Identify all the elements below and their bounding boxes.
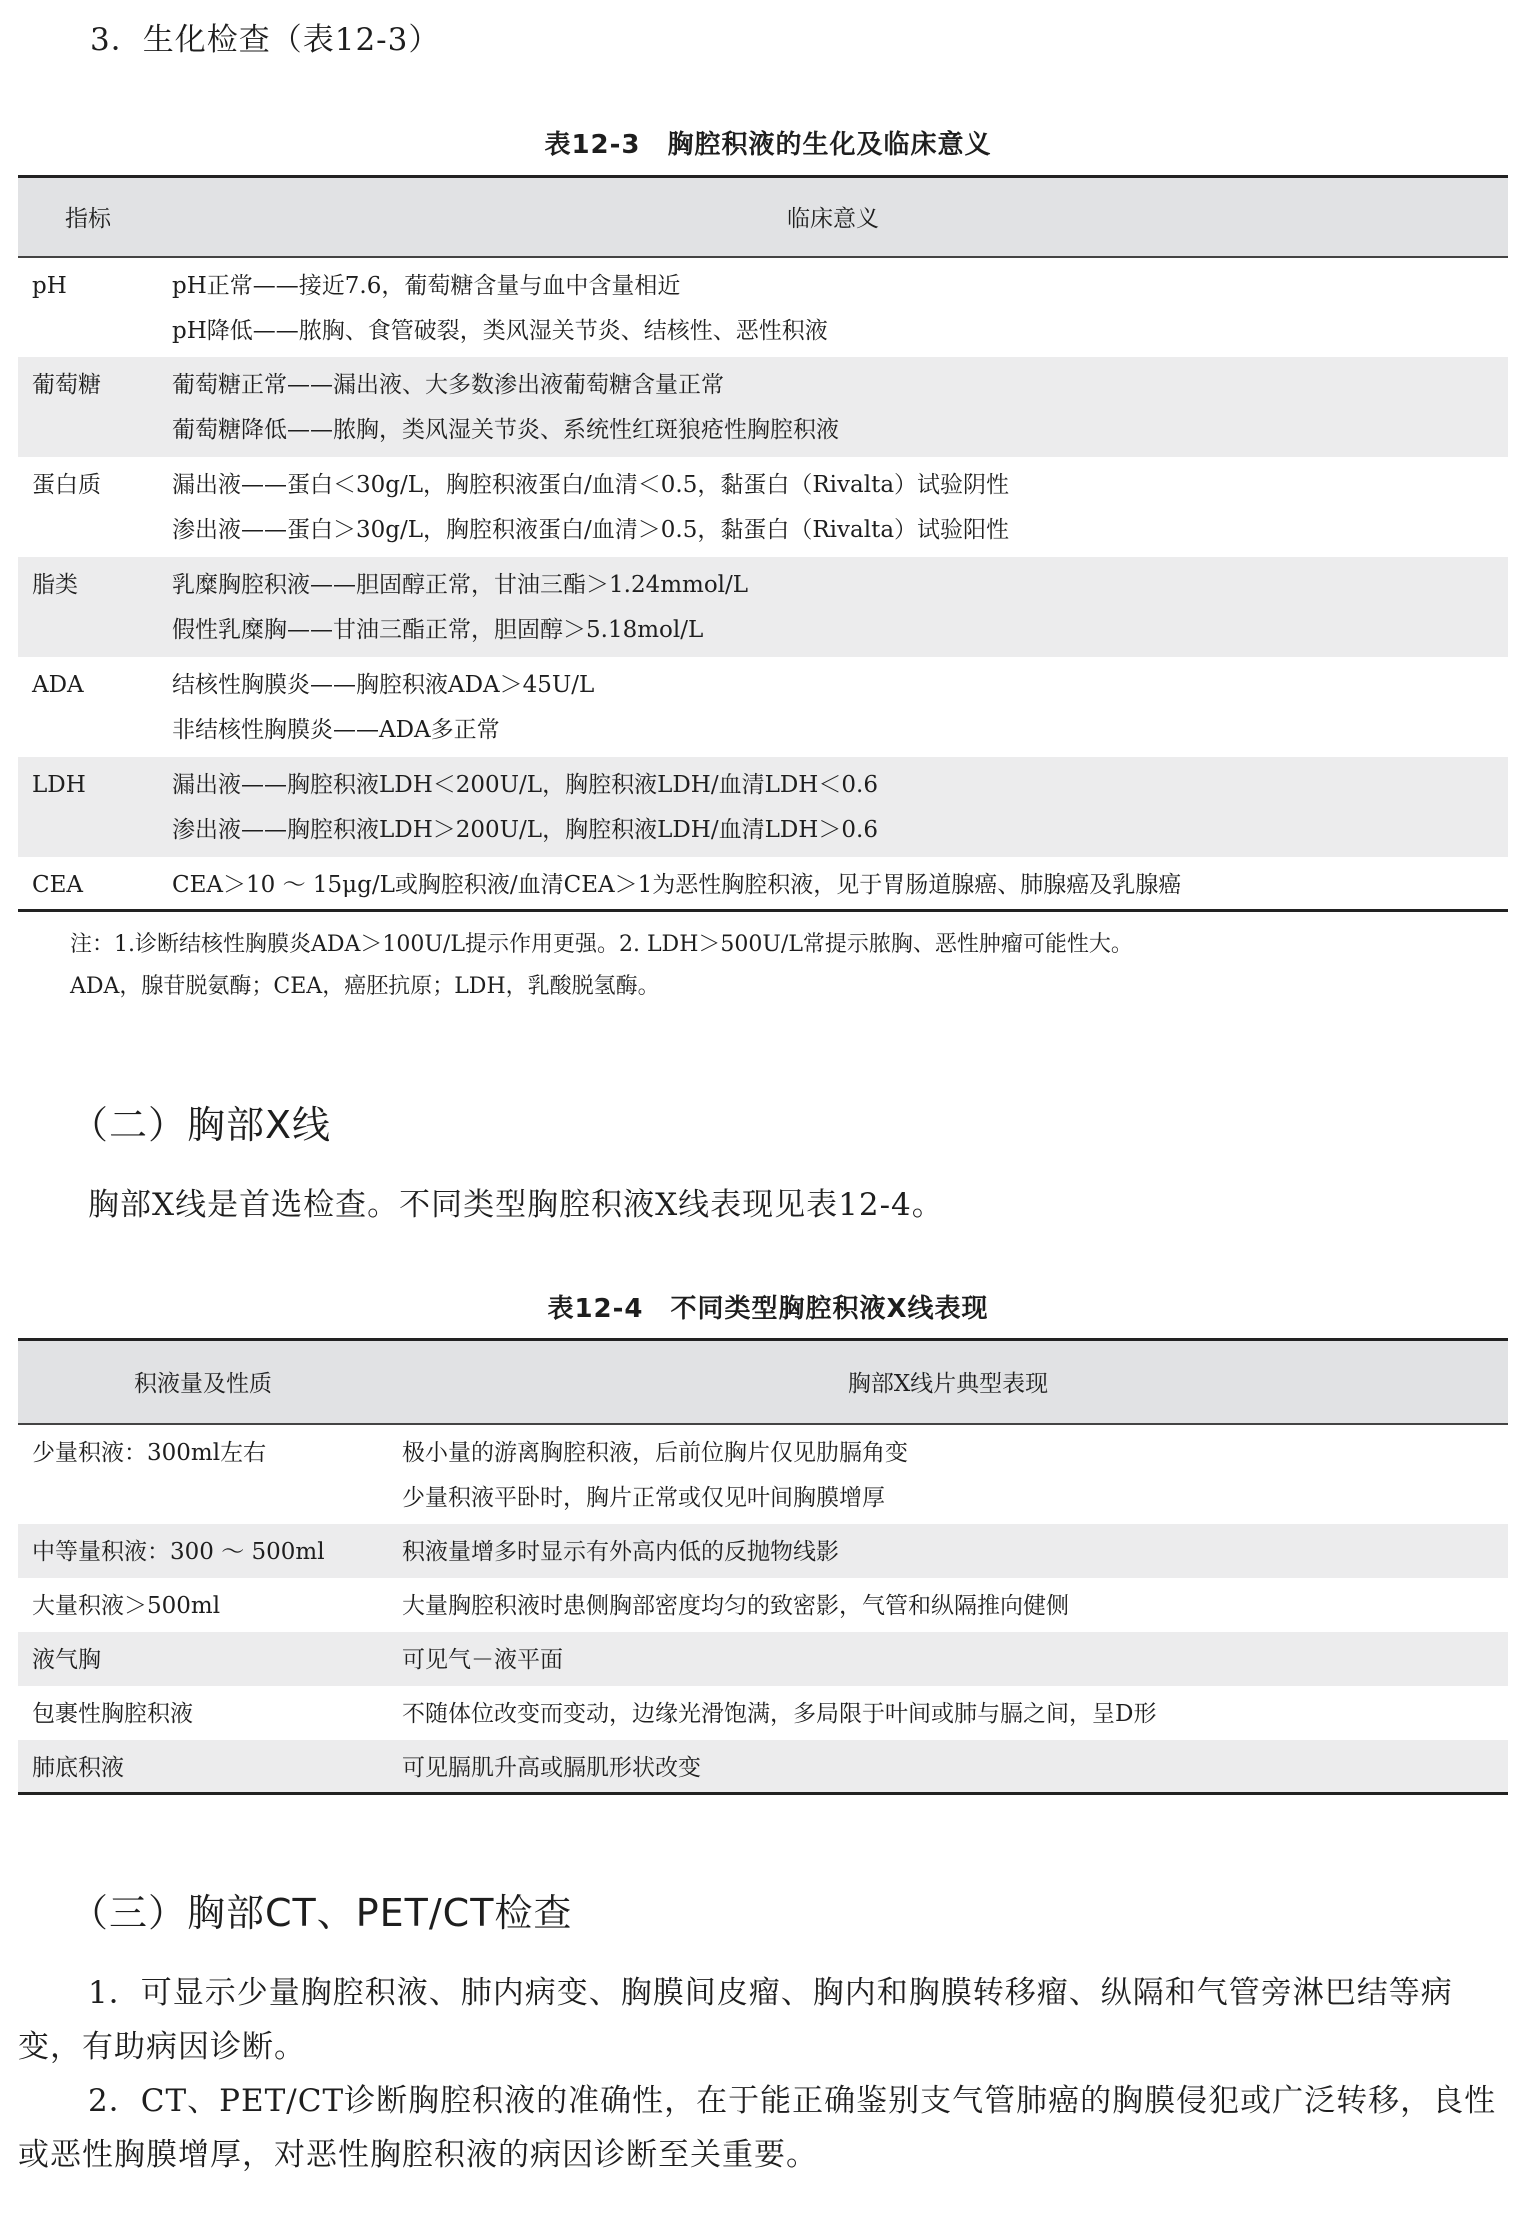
table1-row-content-cell (158, 757, 1508, 857)
header-clinical-significance: 临床意义 (158, 177, 1508, 257)
table-row (18, 357, 1508, 457)
table-row (18, 1686, 1508, 1740)
table-row (18, 757, 1508, 857)
table1-row-label-cell (18, 857, 158, 911)
table1-row-content-cell (158, 557, 1508, 657)
table2-row-label: 中等量积液：300 ～ 500ml (32, 1538, 325, 1565)
table1-row-content-cell (158, 657, 1508, 757)
table1-row-label: LDH (32, 771, 86, 798)
table1-row-label: pH (32, 272, 67, 299)
table1-row-label-cell (18, 257, 158, 357)
table2-row-content-cell (388, 1424, 1508, 1524)
table1-row-label: CEA (32, 871, 83, 898)
table-row (18, 1632, 1508, 1686)
table-row (18, 857, 1508, 911)
header-typical-xray: 胸部X线片典型表现 (388, 1340, 1508, 1424)
table1-row-content-line: 假性乳糜胸——甘油三酯正常，胆固醇＞5.18mol/L (172, 616, 704, 643)
table-row (18, 1424, 1508, 1524)
table-row (18, 557, 1508, 657)
table1-row-content-line: 漏出液——蛋白＜30g/L，胸腔积液蛋白/血清＜0.5，黏蛋白（Rivalta）试验阴性 (172, 471, 1010, 498)
table-row (18, 1524, 1508, 1578)
table1-row-content-line: 非结核性胸膜炎——ADA多正常 (172, 716, 500, 743)
table2-row-content-line: 积液量增多时显示有外高内低的反抛物线影 (402, 1538, 839, 1565)
table1-row-content-line: 葡萄糖正常——漏出液、大多数渗出液葡萄糖含量正常 (172, 371, 724, 398)
table-12-4 (18, 1338, 1508, 1795)
table1-row-content-line: 葡萄糖降低——脓胸，类风湿关节炎、系统性红斑狼疮性胸腔积液 (172, 416, 839, 443)
table2-row-content-cell (388, 1740, 1508, 1794)
table-12-3 (18, 175, 1508, 912)
table2-row-content-line: 可见气－液平面 (402, 1646, 563, 1673)
table-row (18, 657, 1508, 757)
table1-row-content-line: CEA＞10 ～ 15μg/L或胸腔积液/血清CEA＞1为恶性胸腔积液，见于胃肠道腺癌、肺腺癌及乳腺癌 (172, 871, 1182, 898)
table-note-1: 注：1.诊断结核性胸膜炎ADA＞100U/L提示作用更强。2. LDH＞500U/L常提示脓胸、恶性肿瘤可能性大。 (70, 932, 1133, 957)
table1-row-label-cell (18, 657, 158, 757)
table1-row-label-cell (18, 457, 158, 557)
table-12-3-body (18, 257, 1508, 911)
table1-row-label-cell (18, 557, 158, 657)
section-paragraph-ct-2: 2．CT、PET/CT诊断胸腔积液的准确性，在于能正确鉴别支气管肺癌的胸膜侵犯或广泛转移，良性或恶性胸膜增厚，对恶性胸腔积液的病因诊断至关重要。 (18, 2083, 1497, 2173)
table2-row-content-line: 不随体位改变而变动，边缘光滑饱满，多局限于叶间或肺与膈之间，呈D形 (402, 1700, 1157, 1727)
table1-row-content-line: 乳糜胸腔积液——胆固醇正常，甘油三酯＞1.24mmol/L (172, 571, 749, 598)
table1-row-content-cell (158, 857, 1508, 911)
table-row (18, 257, 1508, 357)
table1-row-label: 蛋白质 (32, 471, 101, 498)
table1-row-content-line: pH正常——接近7.6，葡萄糖含量与血中含量相近 (172, 272, 681, 299)
section-heading-ct: （三）胸部CT、PET/CT检查 (70, 1891, 573, 1935)
table-row (18, 1740, 1508, 1794)
table-12-4-body (18, 1424, 1508, 1794)
table1-row-label-cell (18, 357, 158, 457)
table2-row-label-cell (18, 1578, 388, 1632)
table-12-4-caption: 表12-4 不同类型胸腔积液X线表现 (547, 1294, 989, 1324)
table2-row-content-line: 可见膈肌升高或膈肌形状改变 (402, 1754, 701, 1781)
table1-row-content-line: 渗出液——蛋白＞30g/L，胸腔积液蛋白/血清＞0.5，黏蛋白（Rivalta）试验阳性 (172, 516, 1010, 543)
table2-row-content-cell (388, 1686, 1508, 1740)
table-header-row (18, 1340, 1508, 1424)
table1-row-label: 脂类 (32, 571, 78, 598)
header-volume-type: 积液量及性质 (18, 1340, 388, 1424)
table2-row-content-cell (388, 1524, 1508, 1578)
table2-row-content-cell (388, 1578, 1508, 1632)
table1-row-content-line: 结核性胸膜炎——胸腔积液ADA＞45U/L (172, 671, 595, 698)
table-note-2: ADA，腺苷脱氨酶；CEA，癌胚抗原；LDH，乳酸脱氢酶。 (70, 974, 660, 999)
section-paragraph-ct-1: 1．可显示少量胸腔积液、肺内病变、胸膜间皮瘤、胸内和胸膜转移瘤、纵隔和气管旁淋巴结等病变，有助病因诊断。 (18, 1975, 1453, 2065)
table-row (18, 457, 1508, 557)
table2-row-label-cell (18, 1632, 388, 1686)
table2-row-content-line: 极小量的游离胸腔积液，后前位胸片仅见肋膈角变 (402, 1439, 908, 1466)
table2-row-content-line: 大量胸腔积液时患侧胸部密度均匀的致密影，气管和纵隔推向健侧 (402, 1592, 1069, 1619)
table2-row-content-cell (388, 1632, 1508, 1686)
header-indicator: 指标 (18, 177, 158, 257)
table2-row-label: 液气胸 (32, 1646, 101, 1673)
table1-row-content-cell (158, 457, 1508, 557)
table2-row-label: 包裹性胸腔积液 (32, 1700, 193, 1727)
table1-row-content-cell (158, 257, 1508, 357)
table1-row-content-line: pH降低——脓胸、食管破裂，类风湿关节炎、结核性、恶性积液 (172, 317, 828, 344)
table-row (18, 1578, 1508, 1632)
table2-row-label-cell (18, 1686, 388, 1740)
table1-row-label-cell (18, 757, 158, 857)
table2-row-label: 大量积液＞500ml (32, 1592, 221, 1619)
section-heading-chest-xray: （二）胸部X线 (70, 1103, 332, 1147)
table2-row-content-line: 少量积液平卧时，胸片正常或仅见叶间胸膜增厚 (402, 1484, 885, 1511)
table1-row-label: ADA (32, 671, 84, 698)
table1-row-content-line: 渗出液——胸腔积液LDH＞200U/L，胸腔积液LDH/血清LDH＞0.6 (172, 816, 878, 843)
table2-row-label-cell (18, 1424, 388, 1524)
table2-row-label-cell (18, 1740, 388, 1794)
table1-row-label: 葡萄糖 (32, 371, 101, 398)
table2-row-label: 肺底积液 (32, 1754, 124, 1781)
table1-row-content-line: 漏出液——胸腔积液LDH＜200U/L，胸腔积液LDH/血清LDH＜0.6 (172, 771, 878, 798)
table-12-3-caption: 表12-3 胸腔积液的生化及临床意义 (544, 130, 992, 160)
section-paragraph-xray: 胸部X线是首选检查。不同类型胸腔积液X线表现见表12-4。 (88, 1187, 944, 1223)
subsection-title: 3．生化检查（表12-3） (90, 22, 441, 58)
table2-row-label-cell (18, 1524, 388, 1578)
table1-row-content-cell (158, 357, 1508, 457)
table2-row-label: 少量积液：300ml左右 (32, 1439, 267, 1466)
table-header-row (18, 177, 1508, 257)
